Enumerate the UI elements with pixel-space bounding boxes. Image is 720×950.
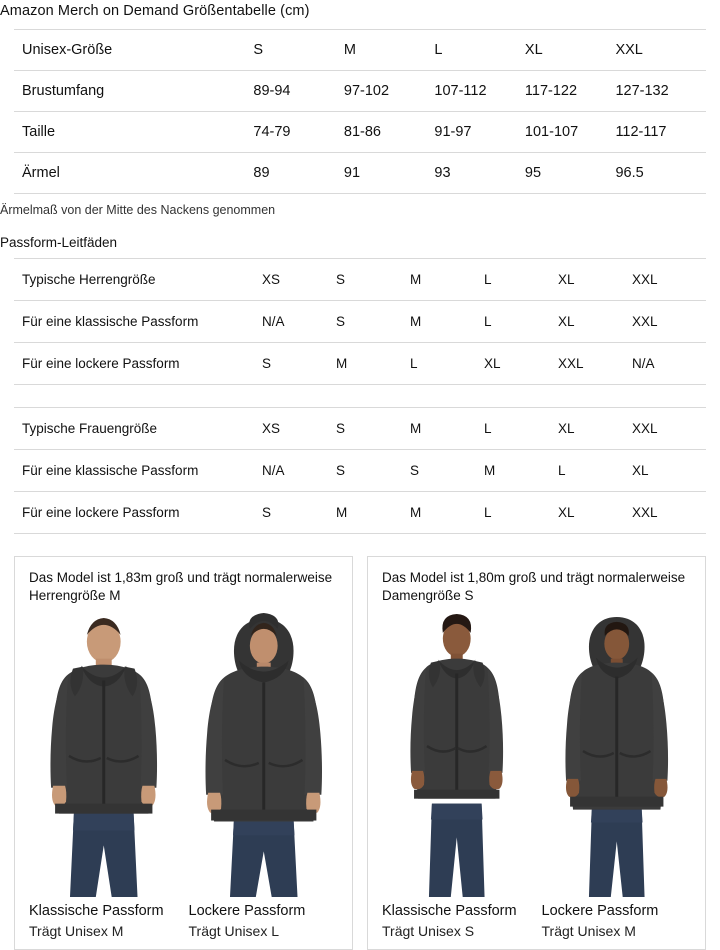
mens-typical-2: S bbox=[336, 259, 410, 301]
figure-woman-classic-fit bbox=[382, 609, 532, 897]
table-row bbox=[14, 30, 706, 71]
waist-xl: 101-107 bbox=[525, 112, 616, 153]
mens-typical-3: M bbox=[410, 259, 484, 301]
womens-relaxed-6: XXL bbox=[632, 492, 706, 534]
sleeve-xl: 95 bbox=[525, 153, 616, 194]
womens-classic-5: L bbox=[558, 450, 632, 492]
size-header-m: M bbox=[344, 30, 435, 71]
woman-hood-down-illustration bbox=[382, 609, 532, 897]
womens-typical-2: S bbox=[336, 408, 410, 450]
size-header-s: S bbox=[253, 30, 344, 71]
sleeve-measure-note: Ärmelmaß von der Mitte des Nackens genommen bbox=[0, 203, 276, 217]
row-label-sleeve: Ärmel bbox=[14, 153, 253, 194]
figure-label-man-relaxed bbox=[189, 903, 339, 939]
page-title: Amazon Merch on Demand Größentabelle (cm) bbox=[0, 3, 310, 19]
womens-typical-6: XXL bbox=[632, 408, 706, 450]
sleeve-l: 93 bbox=[434, 153, 525, 194]
mens-relaxed-5: XXL bbox=[558, 343, 632, 385]
chest-xxl: 127-132 bbox=[615, 71, 706, 112]
table-row bbox=[14, 450, 706, 492]
table-row bbox=[14, 408, 706, 450]
womens-classic-4: M bbox=[484, 450, 558, 492]
model-card-women bbox=[367, 556, 706, 950]
chest-xl: 117-122 bbox=[525, 71, 616, 112]
figure-label-woman-classic bbox=[382, 903, 532, 939]
mens-relaxed-3: L bbox=[410, 343, 484, 385]
waist-s: 74-79 bbox=[253, 112, 344, 153]
mens-typical-6: XXL bbox=[632, 259, 706, 301]
table-row bbox=[14, 259, 706, 301]
womens-typical-size-label: Typische Frauengröße bbox=[14, 408, 262, 450]
table-row bbox=[14, 153, 706, 194]
womens-relaxed-3: M bbox=[410, 492, 484, 534]
mens-classic-4: L bbox=[484, 301, 558, 343]
figure-man-relaxed-fit bbox=[189, 609, 339, 897]
mens-relaxed-fit-label: Für eine lockere Passform bbox=[14, 343, 262, 385]
chest-s: 89-94 bbox=[253, 71, 344, 112]
figure-labels-men bbox=[29, 903, 338, 939]
model-caption-women: Das Model ist 1,80m groß und trägt normalerweise Damengröße S bbox=[382, 570, 686, 604]
table-spacer bbox=[0, 385, 720, 407]
sleeve-s: 89 bbox=[253, 153, 344, 194]
fit-wears: Trägt Unisex M bbox=[541, 923, 636, 940]
mens-classic-fit-label: Für eine klassische Passform bbox=[14, 301, 262, 343]
waist-m: 81-86 bbox=[344, 112, 435, 153]
model-card-men bbox=[14, 556, 353, 950]
table-row bbox=[14, 492, 706, 534]
model-caption-men: Das Model ist 1,83m groß und trägt normalerweise Herrengröße M bbox=[29, 570, 333, 604]
mens-classic-1: N/A bbox=[262, 301, 336, 343]
womens-fit-table bbox=[14, 407, 706, 534]
mens-classic-5: XL bbox=[558, 301, 632, 343]
womens-typical-4: L bbox=[484, 408, 558, 450]
womens-classic-6: XL bbox=[632, 450, 706, 492]
fit-name: Klassische Passform bbox=[29, 903, 164, 920]
womens-relaxed-1: S bbox=[262, 492, 336, 534]
figure-row-men bbox=[29, 609, 338, 897]
figure-man-classic-fit bbox=[29, 609, 179, 897]
mens-relaxed-2: M bbox=[336, 343, 410, 385]
womens-relaxed-fit-label: Für eine lockere Passform bbox=[14, 492, 262, 534]
mens-classic-6: XXL bbox=[632, 301, 706, 343]
womens-classic-fit-label: Für eine klassische Passform bbox=[14, 450, 262, 492]
fit-wears: Trägt Unisex M bbox=[29, 923, 124, 940]
unisex-size-table bbox=[14, 29, 706, 194]
mens-relaxed-6: N/A bbox=[632, 343, 706, 385]
figure-labels-women bbox=[382, 903, 691, 939]
table-row bbox=[14, 343, 706, 385]
womens-relaxed-4: L bbox=[484, 492, 558, 534]
womens-classic-3: S bbox=[410, 450, 484, 492]
table-row bbox=[14, 112, 706, 153]
mens-typical-5: XL bbox=[558, 259, 632, 301]
chest-m: 97-102 bbox=[344, 71, 435, 112]
fit-name: Klassische Passform bbox=[382, 903, 517, 920]
womens-typical-5: XL bbox=[558, 408, 632, 450]
row-label-chest: Brustumfang bbox=[14, 71, 253, 112]
size-header-xl: XL bbox=[525, 30, 616, 71]
row-label-waist: Taille bbox=[14, 112, 253, 153]
fit-guide-label: Passform-Leitfäden bbox=[0, 235, 118, 250]
chest-l: 107-112 bbox=[434, 71, 525, 112]
fit-wears: Trägt Unisex L bbox=[188, 923, 280, 940]
man-hood-up-illustration bbox=[189, 609, 339, 897]
fit-name: Lockere Passform bbox=[541, 903, 659, 920]
sleeve-xxl: 96.5 bbox=[615, 153, 706, 194]
mens-classic-3: M bbox=[410, 301, 484, 343]
model-cards bbox=[14, 556, 706, 950]
waist-l: 91-97 bbox=[434, 112, 525, 153]
womens-classic-2: S bbox=[336, 450, 410, 492]
mens-relaxed-4: XL bbox=[484, 343, 558, 385]
sleeve-m: 91 bbox=[344, 153, 435, 194]
waist-xxl: 112-117 bbox=[615, 112, 706, 153]
size-header-l: L bbox=[434, 30, 525, 71]
man-hood-down-illustration bbox=[29, 609, 179, 897]
figure-woman-relaxed-fit bbox=[542, 609, 692, 897]
mens-relaxed-1: S bbox=[262, 343, 336, 385]
table-row bbox=[14, 301, 706, 343]
size-header-xxl: XXL bbox=[615, 30, 706, 71]
woman-hood-up-illustration bbox=[542, 609, 692, 897]
fit-wears: Trägt Unisex S bbox=[382, 923, 475, 940]
womens-relaxed-5: XL bbox=[558, 492, 632, 534]
figure-row-women bbox=[382, 609, 691, 897]
mens-typical-size-label: Typische Herrengröße bbox=[14, 259, 262, 301]
figure-label-man-classic bbox=[29, 903, 179, 939]
mens-classic-2: S bbox=[336, 301, 410, 343]
mens-typical-1: XS bbox=[262, 259, 336, 301]
womens-typical-3: M bbox=[410, 408, 484, 450]
womens-typical-1: XS bbox=[262, 408, 336, 450]
mens-fit-table bbox=[14, 258, 706, 385]
size-table-header-label: Unisex-Größe bbox=[14, 30, 253, 71]
mens-typical-4: L bbox=[484, 259, 558, 301]
table-row bbox=[14, 71, 706, 112]
fit-name: Lockere Passform bbox=[188, 903, 306, 920]
womens-classic-1: N/A bbox=[262, 450, 336, 492]
womens-relaxed-2: M bbox=[336, 492, 410, 534]
figure-label-woman-relaxed bbox=[542, 903, 692, 939]
